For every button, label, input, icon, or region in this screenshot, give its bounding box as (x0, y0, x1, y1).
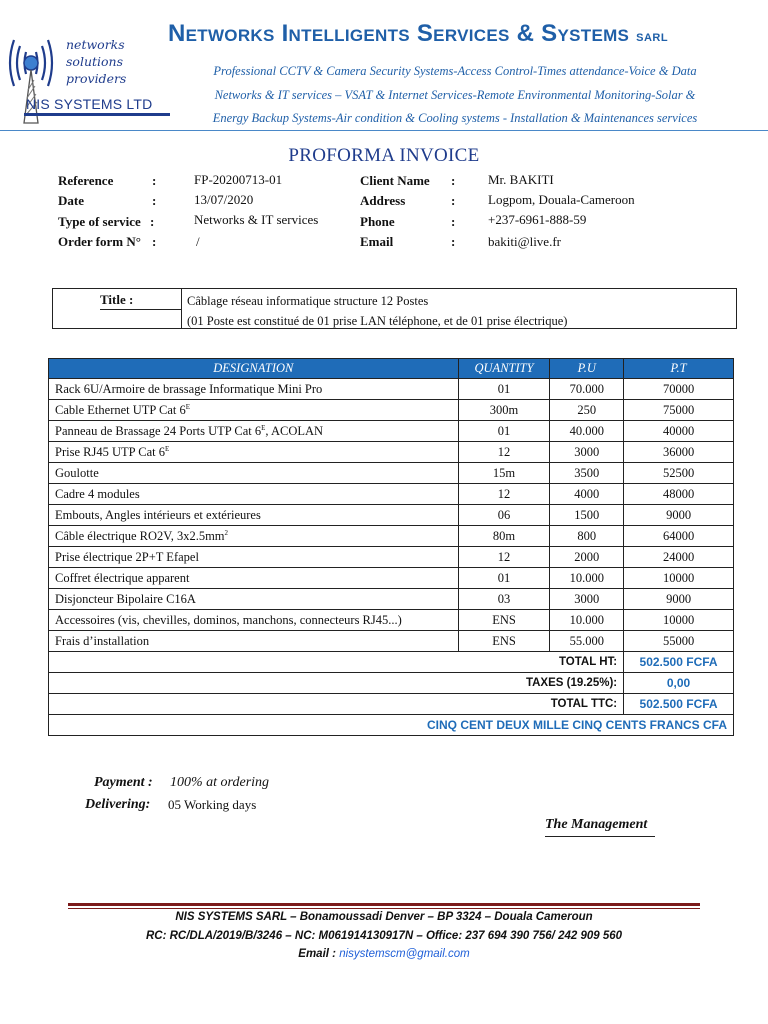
item-quantity: 06 (458, 505, 550, 526)
item-total-price: 10000 (624, 610, 734, 631)
service-type-value: Networks & IT services (194, 212, 319, 227)
project-title-label-cell (53, 289, 182, 328)
project-title-line-2: (01 Poste est constitué de 01 prise LAN téléphone, et de 01 prise électrique) (187, 314, 568, 328)
reference-label: Reference (58, 173, 114, 188)
item-designation-superscript: E (164, 444, 170, 453)
item-total-price: 55000 (624, 631, 734, 652)
address-label: Address (360, 193, 406, 208)
items-table (48, 358, 734, 736)
table-header-row (49, 359, 734, 379)
item-designation (49, 463, 459, 484)
item-quantity: 12 (458, 442, 550, 463)
services-line-2: Networks & IT services – VSAT & Internet Services-Remote Environmental Monitoring-Solar & (214, 87, 696, 102)
item-designation (49, 568, 459, 589)
item-unit-price: 250 (550, 400, 624, 421)
item-unit-price: 3500 (550, 463, 624, 484)
colon: : (152, 193, 157, 208)
item-unit-price: 40.000 (550, 421, 624, 442)
signature-label: The Management (545, 817, 648, 832)
item-unit-price: 10.000 (550, 610, 624, 631)
item-designation (49, 484, 459, 505)
item-quantity: 01 (458, 421, 550, 442)
footer-address: NIS SYSTEMS SARL – Bonamoussadi Denver – BP 3324 – Douala Cameroun (175, 911, 593, 923)
colon: : (152, 234, 157, 249)
item-designation (49, 379, 459, 400)
client-name-label: Client Name (360, 173, 430, 188)
services-line-3: Energy Backup Systems-Air condition & Cooling systems - Installation & Maintenances services (212, 111, 698, 125)
header-quantity: QUANTITY (458, 359, 550, 379)
table-row (49, 589, 734, 610)
item-designation (49, 421, 459, 442)
amount-in-words: CINQ CENT DEUX MILLE CINQ CENTS FRANCS CFA (49, 715, 734, 736)
item-designation-text: Disjoncteur Bipolaire C16A (55, 591, 196, 606)
total-ht-value: 502.500 FCFA (624, 652, 734, 673)
item-quantity: 03 (458, 589, 550, 610)
item-total-price: 52500 (624, 463, 734, 484)
services-line-1: Professional CCTV & Camera Security Systems-Access Control-Times attendance-Voice & Data (213, 64, 697, 78)
item-designation-text: Accessoires (vis, chevilles, dominos, manchons, connecteurs RJ45...) (55, 612, 402, 627)
email-label: Email (360, 234, 394, 249)
header-divider (0, 130, 768, 131)
table-totals (49, 652, 734, 736)
item-designation (49, 526, 459, 547)
company-name-text: Networks Intelligents Services & Systems (168, 20, 630, 47)
item-unit-price: 2000 (550, 547, 624, 568)
logo-tagline-2: solutions (66, 54, 124, 69)
reference-value: FP-20200713-01 (194, 172, 283, 187)
date-value: 13/07/2020 (194, 192, 254, 207)
item-designation (49, 631, 459, 652)
signature-line (545, 836, 655, 837)
item-total-price: 10000 (624, 568, 734, 589)
item-unit-price: 70.000 (550, 379, 624, 400)
item-total-price: 36000 (624, 442, 734, 463)
item-quantity: ENS (458, 610, 550, 631)
item-total-price: 24000 (624, 547, 734, 568)
payment-label: Payment : (94, 775, 153, 790)
item-designation-text: Goulotte (55, 465, 99, 480)
table-row (49, 610, 734, 631)
colon: : (451, 173, 456, 188)
item-unit-price: 4000 (550, 484, 624, 505)
table-row (49, 568, 734, 589)
item-quantity: 15m (458, 463, 550, 484)
item-total-price: 9000 (624, 589, 734, 610)
item-designation (49, 589, 459, 610)
document-title: PROFORMA INVOICE (288, 145, 480, 166)
colon: : (152, 173, 157, 188)
service-type-label: Type of service (58, 214, 141, 229)
item-designation (49, 400, 459, 421)
table-row (49, 400, 734, 421)
item-total-price: 48000 (624, 484, 734, 505)
item-designation-superscript: E (261, 423, 266, 432)
table-row (49, 463, 734, 484)
email-value: bakiti@live.fr (488, 234, 561, 249)
item-total-price: 64000 (624, 526, 734, 547)
colon: : (451, 214, 456, 229)
item-designation-text: Frais d’installation (55, 633, 150, 648)
item-quantity: 12 (458, 484, 550, 505)
colon: : (451, 234, 456, 249)
item-unit-price: 55.000 (550, 631, 624, 652)
item-total-price: 9000 (624, 505, 734, 526)
item-unit-price: 1500 (550, 505, 624, 526)
phone-value: +237-6961-888-59 (488, 212, 587, 227)
total-ht-row (49, 652, 734, 673)
item-quantity: 01 (458, 568, 550, 589)
logo-tagline-3: providers (66, 71, 127, 86)
logo-name: NIS SYSTEMS LTD (26, 96, 153, 112)
table-row (49, 547, 734, 568)
amount-words-row (49, 715, 734, 736)
logo-tagline (66, 36, 126, 87)
item-designation (49, 442, 459, 463)
footer-email-link[interactable]: nisystemscm@gmail.com (339, 948, 470, 960)
item-designation-tail: , ACOLAN (265, 423, 324, 438)
delivering-value: 05 Working days (168, 797, 257, 812)
header-total-price: P.T (624, 359, 734, 379)
project-title-line-1: Câblage réseau informatique structure 12 Postes (187, 294, 429, 308)
item-unit-price: 3000 (550, 589, 624, 610)
item-designation (49, 547, 459, 568)
item-designation-superscript: 2 (224, 528, 229, 537)
project-title-box (52, 288, 737, 329)
item-total-price: 40000 (624, 421, 734, 442)
item-quantity: 12 (458, 547, 550, 568)
delivering-label: Delivering: (85, 797, 151, 812)
item-quantity: 300m (458, 400, 550, 421)
item-designation (49, 505, 459, 526)
total-ttc-label: TOTAL TTC: (49, 694, 624, 715)
table-body (49, 379, 734, 652)
label-underline (100, 309, 182, 310)
total-ht-label: TOTAL HT: (49, 652, 624, 673)
footer-email (0, 948, 768, 960)
client-name-value: Mr. BAKITI (488, 172, 554, 187)
order-form-label: Order form N° (58, 234, 141, 249)
item-designation-text: Prise électrique 2P+T Efapel (55, 549, 199, 564)
table-row (49, 526, 734, 547)
address-value: Logpom, Douala-Cameroon (488, 192, 635, 207)
table-row (49, 631, 734, 652)
item-unit-price: 800 (550, 526, 624, 547)
item-designation (49, 610, 459, 631)
item-designation-text: Câble électrique RO2V, 3x2.5mm (55, 528, 225, 543)
logo-underline (24, 113, 170, 116)
table-row (49, 421, 734, 442)
table-row (49, 442, 734, 463)
taxes-label: TAXES (19.25%): (49, 673, 624, 694)
company-name (168, 20, 768, 48)
item-quantity: 01 (458, 379, 550, 400)
item-quantity: ENS (458, 631, 550, 652)
item-designation-text: Embouts, Angles intérieurs et extérieures (55, 507, 261, 522)
total-ttc-row (49, 694, 734, 715)
project-title-label: Title : (100, 292, 134, 307)
taxes-value: 0,00 (624, 673, 734, 694)
header-unit-price: P.U (550, 359, 624, 379)
footer-registration: RC: RC/DLA/2019/B/3246 – NC: M061914130917N – Office: 237 694 390 756/ 242 909 560 (145, 930, 623, 942)
table-row (49, 505, 734, 526)
taxes-row (49, 673, 734, 694)
item-quantity: 80m (458, 526, 550, 547)
table-row (49, 379, 734, 400)
item-unit-price: 10.000 (550, 568, 624, 589)
item-designation-text: Panneau de Brassage 24 Ports UTP Cat 6 (55, 423, 262, 438)
company-suffix: SARL (636, 32, 669, 44)
item-total-price: 75000 (624, 400, 734, 421)
item-designation-text: Cadre 4 modules (55, 486, 140, 501)
item-designation-text: Prise RJ45 UTP Cat 6 (55, 444, 165, 459)
item-designation-text: Rack 6U/Armoire de brassage Informatique Mini Pro (55, 381, 323, 396)
item-total-price: 70000 (624, 379, 734, 400)
table-row (49, 484, 734, 505)
order-form-value: / (196, 234, 200, 249)
total-ttc-value: 502.500 FCFA (624, 694, 734, 715)
payment-value: 100% at ordering (170, 775, 270, 790)
item-designation-text: Cable Ethernet UTP Cat 6 (55, 402, 186, 417)
footer-rule (68, 903, 700, 906)
footer-email-label: Email : (298, 948, 340, 960)
logo-tagline-1: networks (66, 37, 125, 52)
date-label: Date (58, 193, 84, 208)
item-unit-price: 3000 (550, 442, 624, 463)
phone-label: Phone (360, 214, 395, 229)
project-title-text (187, 291, 567, 331)
services-description (170, 60, 740, 131)
header-designation: DESIGNATION (49, 359, 459, 379)
footer-rule-thin (68, 908, 700, 909)
colon: : (150, 214, 155, 229)
item-designation-text: Coffret électrique apparent (55, 570, 190, 585)
item-designation-superscript: E (185, 402, 191, 411)
colon: : (451, 193, 456, 208)
